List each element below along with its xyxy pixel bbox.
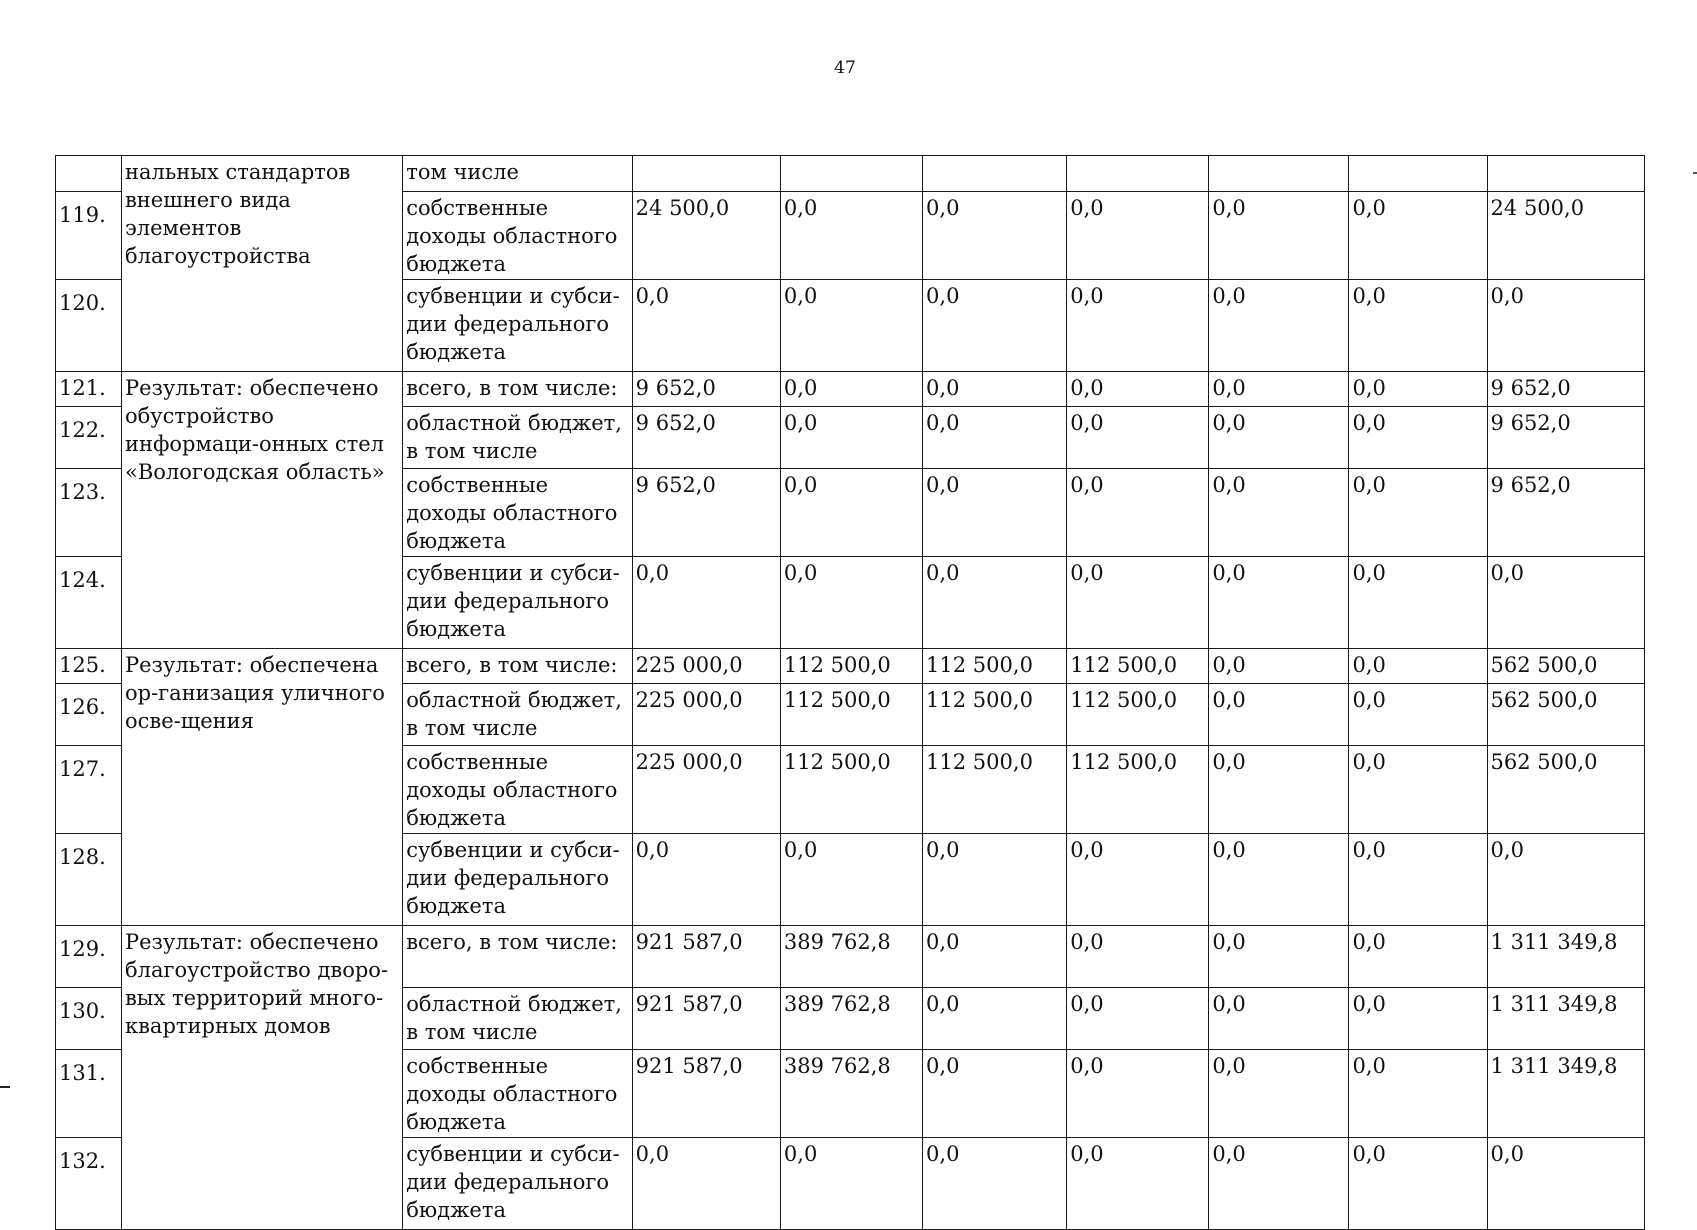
result-cell: нальных стандартов внешнего вида элементов благоустройства <box>121 156 402 372</box>
result-cell: Результат: обеспечена ор-ганизация уличного осве-щения <box>121 649 402 926</box>
page-number: 47 <box>834 58 856 78</box>
value-cell: 389 762,8 <box>780 988 922 1050</box>
value-cell: 0,0 <box>1487 280 1644 372</box>
value-cell: 0,0 <box>923 926 1067 988</box>
value-cell: 0,0 <box>923 1050 1067 1138</box>
row-number: 129. <box>56 926 122 988</box>
value-cell: 0,0 <box>923 469 1067 557</box>
row-number: 120. <box>56 280 122 372</box>
value-cell: 0,0 <box>1067 469 1209 557</box>
row-number: 121. <box>56 372 122 407</box>
margin-mark <box>1693 172 1697 174</box>
value-cell: 0,0 <box>1209 834 1349 926</box>
row-number: 127. <box>56 746 122 834</box>
value-cell: 112 500,0 <box>780 649 922 684</box>
value-cell: 0,0 <box>1067 988 1209 1050</box>
row-number-cell <box>56 156 122 192</box>
value-cell: 0,0 <box>780 372 922 407</box>
value-cell <box>1349 156 1487 192</box>
value-cell: 562 500,0 <box>1487 684 1644 746</box>
value-cell: 0,0 <box>1209 469 1349 557</box>
value-cell <box>1209 156 1349 192</box>
value-cell: 0,0 <box>1067 926 1209 988</box>
value-cell: 0,0 <box>923 280 1067 372</box>
row-number: 125. <box>56 649 122 684</box>
value-cell: 0,0 <box>1349 1050 1487 1138</box>
value-cell: 0,0 <box>780 469 922 557</box>
value-cell: 0,0 <box>1349 192 1487 280</box>
value-cell: 0,0 <box>1209 649 1349 684</box>
value-cell: 0,0 <box>1487 557 1644 649</box>
value-cell: 0,0 <box>1209 988 1349 1050</box>
value-cell: 24 500,0 <box>1487 192 1644 280</box>
value-cell: 225 000,0 <box>632 649 780 684</box>
source-cell: субвенции и субси-дии федерального бюджета <box>403 1138 632 1230</box>
source-cell: областной бюджет, в том числе <box>403 407 632 469</box>
value-cell: 0,0 <box>1349 280 1487 372</box>
value-cell: 389 762,8 <box>780 1050 922 1138</box>
value-cell: 0,0 <box>1349 1138 1487 1230</box>
value-cell: 0,0 <box>1349 372 1487 407</box>
row-number: 128. <box>56 834 122 926</box>
value-cell: 9 652,0 <box>1487 407 1644 469</box>
value-cell: 0,0 <box>1067 192 1209 280</box>
value-cell: 0,0 <box>1209 1138 1349 1230</box>
value-cell: 0,0 <box>1349 834 1487 926</box>
value-cell: 0,0 <box>1209 926 1349 988</box>
value-cell: 112 500,0 <box>780 746 922 834</box>
value-cell: 9 652,0 <box>632 372 780 407</box>
value-cell: 9 652,0 <box>1487 469 1644 557</box>
value-cell: 112 500,0 <box>780 684 922 746</box>
source-cell: собственные доходы областного бюджета <box>403 469 632 557</box>
value-cell: 0,0 <box>1209 557 1349 649</box>
value-cell: 0,0 <box>1349 469 1487 557</box>
value-cell: 112 500,0 <box>923 649 1067 684</box>
source-cell: собственные доходы областного бюджета <box>403 1050 632 1138</box>
value-cell: 225 000,0 <box>632 746 780 834</box>
source-cell: всего, в том числе: <box>403 926 632 988</box>
value-cell: 921 587,0 <box>632 926 780 988</box>
value-cell: 0,0 <box>632 834 780 926</box>
value-cell: 0,0 <box>923 557 1067 649</box>
value-cell: 389 762,8 <box>780 926 922 988</box>
value-cell: 0,0 <box>1487 1138 1644 1230</box>
value-cell: 0,0 <box>632 557 780 649</box>
value-cell: 562 500,0 <box>1487 746 1644 834</box>
value-cell: 0,0 <box>1067 834 1209 926</box>
source-cell: субвенции и субси-дии федерального бюджета <box>403 557 632 649</box>
value-cell: 9 652,0 <box>1487 372 1644 407</box>
row-number: 126. <box>56 684 122 746</box>
value-cell: 0,0 <box>923 1138 1067 1230</box>
value-cell: 0,0 <box>923 372 1067 407</box>
margin-mark <box>0 1086 10 1088</box>
value-cell: 1 311 349,8 <box>1487 926 1644 988</box>
value-cell: 112 500,0 <box>923 684 1067 746</box>
row-number: 124. <box>56 557 122 649</box>
value-cell: 112 500,0 <box>923 746 1067 834</box>
value-cell <box>923 156 1067 192</box>
value-cell <box>1487 156 1644 192</box>
value-cell: 0,0 <box>1209 407 1349 469</box>
source-cell: субвенции и субси-дии федерального бюджета <box>403 280 632 372</box>
source-cell: всего, в том числе: <box>403 372 632 407</box>
value-cell: 0,0 <box>1349 926 1487 988</box>
value-cell: 0,0 <box>1067 372 1209 407</box>
value-cell: 112 500,0 <box>1067 649 1209 684</box>
value-cell: 0,0 <box>923 407 1067 469</box>
value-cell: 0,0 <box>1067 1138 1209 1230</box>
value-cell: 1 311 349,8 <box>1487 1050 1644 1138</box>
source-cell: том числе <box>403 156 632 192</box>
row-number: 130. <box>56 988 122 1050</box>
row-number: 122. <box>56 407 122 469</box>
value-cell: 0,0 <box>780 280 922 372</box>
source-cell: собственные доходы областного бюджета <box>403 746 632 834</box>
value-cell: 0,0 <box>923 192 1067 280</box>
row-number: 132. <box>56 1138 122 1230</box>
value-cell: 0,0 <box>780 407 922 469</box>
value-cell: 112 500,0 <box>1067 684 1209 746</box>
value-cell <box>780 156 922 192</box>
value-cell: 1 311 349,8 <box>1487 988 1644 1050</box>
value-cell <box>1067 156 1209 192</box>
value-cell: 0,0 <box>780 192 922 280</box>
value-cell <box>632 156 780 192</box>
value-cell: 0,0 <box>1349 746 1487 834</box>
budget-table <box>55 155 1645 1230</box>
table-row <box>56 649 1645 684</box>
value-cell: 0,0 <box>1209 192 1349 280</box>
value-cell: 0,0 <box>1209 746 1349 834</box>
value-cell: 0,0 <box>923 834 1067 926</box>
value-cell: 0,0 <box>1349 557 1487 649</box>
value-cell: 0,0 <box>780 834 922 926</box>
value-cell: 0,0 <box>923 988 1067 1050</box>
value-cell: 0,0 <box>632 1138 780 1230</box>
value-cell: 562 500,0 <box>1487 649 1644 684</box>
value-cell: 0,0 <box>1209 1050 1349 1138</box>
source-cell: областной бюджет, в том числе <box>403 988 632 1050</box>
value-cell: 112 500,0 <box>1067 746 1209 834</box>
value-cell: 225 000,0 <box>632 684 780 746</box>
value-cell: 0,0 <box>1349 407 1487 469</box>
value-cell: 0,0 <box>1209 280 1349 372</box>
value-cell: 0,0 <box>780 1138 922 1230</box>
value-cell: 9 652,0 <box>632 407 780 469</box>
value-cell: 0,0 <box>780 557 922 649</box>
value-cell: 0,0 <box>1067 1050 1209 1138</box>
table-row <box>56 372 1645 407</box>
result-cell: Результат: обеспечено обустройство информаци-онных стел «Вологодская область» <box>121 372 402 649</box>
table-row <box>56 926 1645 988</box>
value-cell: 0,0 <box>1209 684 1349 746</box>
row-number: 119. <box>56 192 122 280</box>
source-cell: субвенции и субси-дии федерального бюджета <box>403 834 632 926</box>
row-number: 131. <box>56 1050 122 1138</box>
value-cell: 0,0 <box>1349 649 1487 684</box>
table-row <box>56 156 1645 192</box>
result-cell: Результат: обеспечено благоустройство дворо-вых территорий много-квартирных домов <box>121 926 402 1230</box>
value-cell: 0,0 <box>1067 407 1209 469</box>
source-cell: областной бюджет, в том числе <box>403 684 632 746</box>
value-cell: 0,0 <box>1067 280 1209 372</box>
value-cell: 0,0 <box>632 280 780 372</box>
value-cell: 921 587,0 <box>632 1050 780 1138</box>
value-cell: 24 500,0 <box>632 192 780 280</box>
source-cell: всего, в том числе: <box>403 649 632 684</box>
value-cell: 0,0 <box>1067 557 1209 649</box>
row-number: 123. <box>56 469 122 557</box>
value-cell: 921 587,0 <box>632 988 780 1050</box>
value-cell: 9 652,0 <box>632 469 780 557</box>
value-cell: 0,0 <box>1349 684 1487 746</box>
value-cell: 0,0 <box>1209 372 1349 407</box>
value-cell: 0,0 <box>1349 988 1487 1050</box>
source-cell: собственные доходы областного бюджета <box>403 192 632 280</box>
value-cell: 0,0 <box>1487 834 1644 926</box>
